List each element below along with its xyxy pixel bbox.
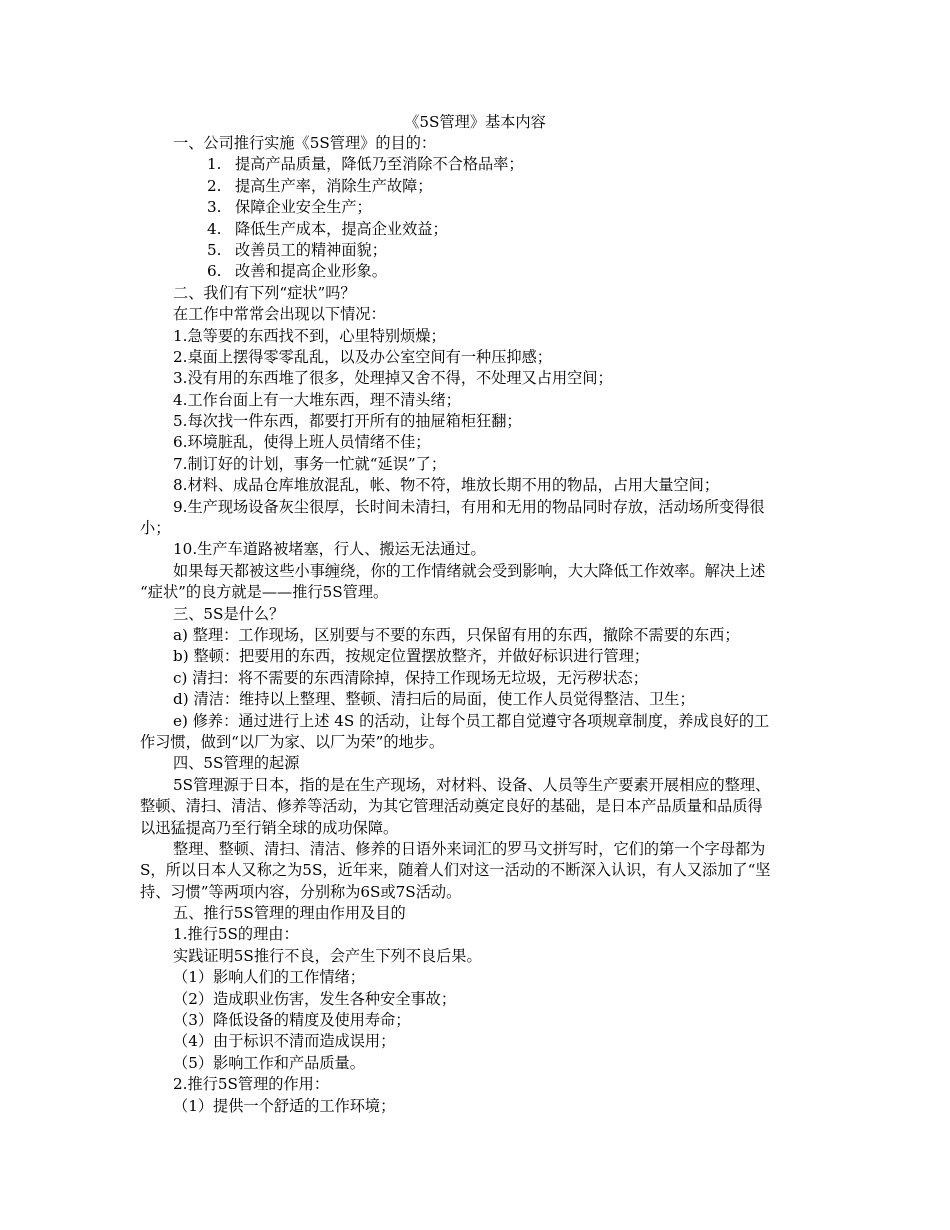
- section-4-p1-line-1: 5S管理源于日本，指的是在生产现场，对材料、设备、人员等生产要素开展相应的整理、: [173, 775, 771, 794]
- list-item: 3.没有用的东西堆了很多，处理掉又舍不得，不处理又占用空间；: [173, 369, 613, 388]
- list-item: 10.生产车道路被堵塞，行人、搬运无法通过。: [173, 540, 486, 559]
- section-4-p1-line-2: 整顿、清扫、清洁、修养等活动，为其它管理活动奠定良好的基础，是日本产品质量和品质得: [140, 797, 763, 816]
- section-4-p2-line-3: 持、习惯”等两项内容，分别称为6S或7S活动。: [140, 882, 462, 901]
- list-item: 1. 提高产品质量，降低乃至消除不合格品率；: [207, 155, 524, 174]
- list-item: 8.材料、成品仓库堆放混乱，帐、物不符，堆放长期不用的物品，占用大量空间；: [173, 476, 720, 495]
- list-item: 2.桌面上摆得零零乱乱，以及办公室空间有一种压抑感；: [173, 347, 552, 366]
- list-item: 3. 保障企业安全生产；: [207, 198, 372, 217]
- list-item-9-line-2: 小；: [140, 519, 171, 538]
- section-2-paragraph-line-2: “症状”的良方就是——推行5S管理。: [140, 583, 389, 602]
- list-item: （3）降低设备的精度及使用寿命；: [173, 1011, 411, 1030]
- list-item: （2）造成职业伤害，发生各种安全事故；: [173, 989, 457, 1008]
- list-item: 4.工作台面上有一大堆东西，理不清头绪；: [173, 390, 461, 409]
- list-item: （1）提供一个舒适的工作环境；: [173, 1096, 396, 1115]
- list-item: 4. 降低生产成本，提高企业效益；: [207, 219, 448, 238]
- section-4-heading: 四、5S管理的起源: [173, 754, 300, 773]
- document-body: [140, 133, 812, 1117]
- section-4-p2-line-2: S，所以日本人又称之为5S，近年来，随着人们对这一活动的不断深入认识，有人又添加了“坚: [140, 861, 771, 880]
- section-5-sub1: 1.推行5S的理由：: [173, 925, 299, 944]
- list-item-e-line-1: e) 修养：通过进行上述 4S 的活动，让每个员工都自觉遵守各项规章制度，养成良好的工: [173, 711, 770, 730]
- list-item: 5. 改善员工的精神面貌；: [207, 240, 387, 259]
- section-4-p1-line-3: 以迅猛提高乃至行销全球的成功保障。: [140, 818, 399, 837]
- section-5-heading: 五、推行5S管理的理由作用及目的: [173, 904, 406, 923]
- list-item: 7.制订好的计划，事务一忙就“延误”了；: [173, 454, 447, 473]
- list-item-e-line-2: 作习惯，做到“以厂为家、以厂为荣”的地步。: [140, 732, 445, 751]
- section-5-sub1-intro: 实践证明5S推行不良，会产生下列不良后果。: [173, 946, 482, 965]
- list-item: 5.每次找一件东西，都要打开所有的抽屉箱柜狂翻；: [173, 412, 522, 431]
- list-item: 1.急等要的东西找不到，心里特别烦燥；: [173, 326, 446, 345]
- list-item: c) 清扫：将不需要的东西清除掉，保持工作现场无垃圾，无污秽状态；: [173, 668, 648, 687]
- list-item: 2. 提高生产率，消除生产故障；: [207, 176, 433, 195]
- list-item: d) 清洁：维持以上整理、整顿、清扫后的局面，使工作人员觉得整洁、卫生；: [173, 690, 695, 709]
- section-2-intro: 在工作中常常会出现以下情况：: [173, 305, 386, 324]
- section-4-p2-line-1: 整理、整顿、清扫、清洁、修养的日语外来词汇的罗马文拼写时，它们的第一个字母都为: [173, 839, 766, 858]
- list-item: （1）影响人们的工作情绪；: [173, 968, 365, 987]
- section-1-heading: 一、公司推行实施《5S管理》的目的：: [173, 134, 437, 152]
- list-item: （5）影响工作和产品质量。: [173, 1053, 365, 1072]
- list-item: （4）由于标识不清而造成误用；: [173, 1032, 396, 1051]
- document-title: 《5S管理》基本内容: [404, 113, 546, 131]
- list-item: a) 整理：工作现场，区别要与不要的东西，只保留有用的东西，撤除不需要的东西；: [173, 625, 740, 644]
- list-item: 6. 改善和提高企业形象。: [207, 262, 387, 281]
- list-item-9-line-1: 9.生产现场设备灰尘很厚，长时间未清扫，有用和无用的物品同时存放，活动场所变得很: [173, 497, 765, 516]
- section-3-heading: 三、5S是什么？: [173, 604, 285, 623]
- section-5-sub2: 2.推行5S管理的作用：: [173, 1075, 330, 1094]
- section-2-paragraph-line-1: 如果每天都被这些小事缠绕，你的工作情绪就会受到影响，大大降低工作效率。解决上述: [173, 561, 766, 580]
- list-item: 6.环境脏乱，使得上班人员情绪不佳；: [173, 433, 431, 452]
- section-2-heading: 二、我们有下列“症状”吗？: [173, 283, 356, 302]
- list-item: b) 整顿：把要用的东西，按规定位置摆放整齐，并做好标识进行管理；: [173, 647, 650, 666]
